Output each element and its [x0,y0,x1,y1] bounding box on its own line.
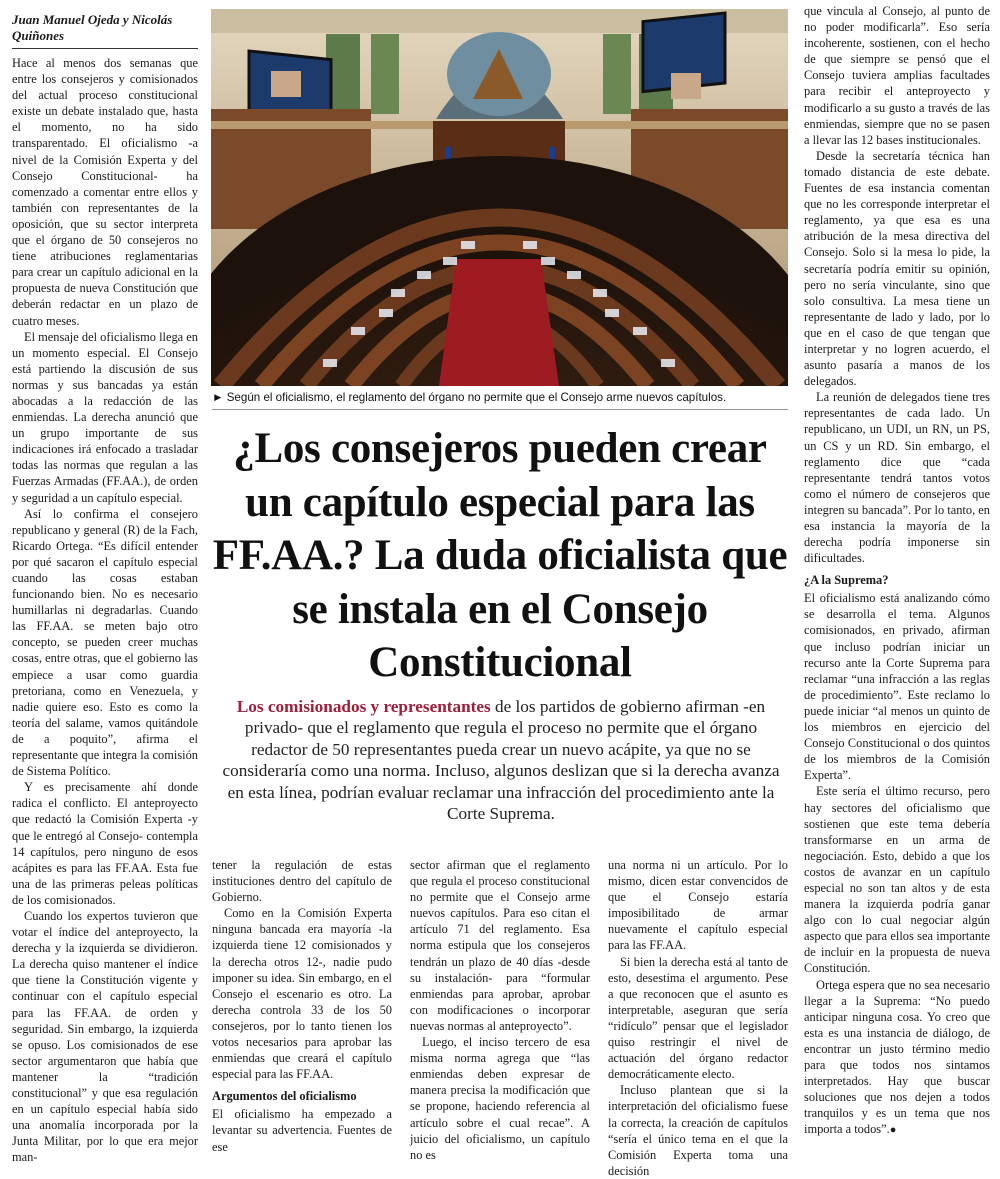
paragraph: que vincula al Consejo, al punto de no poder modificarla”. Eso sería incoherente, sostienen, con el hecho de que siempre se pensó que el Consejo tuviera amplias facultades para recibir el anteproyecto y modificarlo a su gusto a través de las enmiendas, siempre que no se pasen a llevar las 12 bases institucionales. [804,4,990,147]
paragraph-text: Ortega espera que no sea necesario llegar a la Suprema: “No puedo anticipar ninguna cosa. Yo creo que esta es una instancia de diálogo, de encontrar un justo término medio para que todos nos sintamos interpretados. Hay que buscar soluciones que nos dejen a todos tranquilos y es un tema que nos importa a todos”. [804,977,990,1137]
byline: Juan Manuel Ojeda y Nicolás Quiñones [12,12,173,43]
byline-divider [12,48,198,49]
paragraph: El oficialismo está analizando cómo se desarrolla el tema. Algunos comisionados, en privado, afirman que incluso podrían iniciar un recurso ante la Corte Suprema para reclamar “una infracción a las reglas de procedimiento”. Este reclamo lo puede iniciar “al menos un quinto de los miembros en ejercicio del Consejo Constitucional o dos quintos de los miembros de la Comisión Experta”. [804,591,990,783]
paragraph: El oficialismo ha empezado a levantar su advertencia. Fuentes de ese [212,1107,392,1154]
column-2 [212,857,392,1155]
paragraph: una norma ni un artículo. Por lo mismo, dicen estar convencidos de que el Consejo estaría imposibilitado de armar nuevamente el capítulo especial para las FF.AA. [608,858,788,953]
subheading: ¿A la Suprema? [804,573,889,588]
consejo-photo [211,9,788,386]
paragraph: tener la regulación de estas instituciones dentro del capítulo de Gobierno. [212,858,392,905]
column-4 [608,857,788,1179]
paragraph: La reunión de delegados tiene tres representantes de cada lado. Un republicano, un UDI, un RN, un PS, un CS y un RD. Sin embargo, el reglamento dice que “cada representante tendrá tantos votos como el número de consejeros que integren su bancada”. Por lo tanto, en esa instancia la mayoría de la derecha podría imponerse sin dificultades. [804,390,990,566]
lead-paragraph [218,696,784,824]
column-5 [804,3,990,1138]
paragraph: Y es precisamente ahí donde radica el conflicto. El anteproyecto que redactó la Comisión Experta -y que le entregó al Consejo- contempla 14 capítulos, pero ninguno de esos acápites es para las FF.AA. Esta fue una de las primeras peleas políticas de los comisionados. [12,780,198,907]
lead-text: de los partidos de gobierno afirman -en privado- que el reglamento que regula el proceso no permite que el órgano redactor de 50 representantes pueda crear un nuevo acápite, ya que no se consideraría como una norma. Incluso, algunos deslizan que si la derecha avanza en esta línea, podrían evaluar reclamar una infracción del procedimiento ante la Corte Suprema. [222,697,780,824]
subheading: Argumentos del oficialismo [212,1089,357,1104]
column-1 [12,55,198,1165]
paragraph: Desde la secretaría técnica han tomado distancia de este debate. Fuentes de esa instancia comentan que no les corresponde interpretar el reglamento, ya que esa es una atribución de la mesa directiva del Consejo. Solo si la mesa lo pide, la secretaría podría emitir su opinión, pero no sería vinculante, sino que solo consultiva. La mesa tiene un representante de lado y lado, por lo que en el caso de que tengan que interpretar y no logren acuerdo, el asunto pasaría a manos de los delegados. [804,148,990,389]
lead-highlight: Los comisionados y representantes [236,697,491,716]
paragraph: El mensaje del oficialismo llega en un momento especial. El Consejo está partiendo la discusión de sus normas y sus bancadas ya están abocadas a la redacción de las enmiendas. La derecha anunció que un grupo importante de sus indicaciones irá enfocado a trasladar todas las normas que regulan a las Fuerzas Armadas (FF.AA.), de orden y seguridad a un capítulo especial. [12,329,198,505]
column-3 [410,857,590,1163]
paragraph [804,977,990,1139]
paragraph: Si bien la derecha está al tanto de esto, desestima el argumento. Pese a que reconocen que el asunto es interpretable, aseguran que sería “ridículo” pensar que el legislador quiso restringir el nivel de actuación del órgano redactor democráticamente electo. [608,954,788,1082]
paragraph: Incluso plantean que si la interpretación del oficialismo fuese la correcta, la creación de capítulos “sería el único tema en el que la Comisión Experta toma una decisión [608,1083,788,1178]
paragraph: Luego, el inciso tercero de esa misma norma agrega que “las enmiendas deben expresar de manera precisa la modificación que se propone, haciendo referencia al artículo sobre el cual recae”. A juicio del oficialismo, un capítulo no es [410,1035,590,1162]
paragraph: Hace al menos dos semanas que entre los consejeros y comisionados del actual proceso constitucional existe un debate instalado que, hasta el momento, no ha sido transparentado. El oficialismo -a nivel de la Comisión Experta y del Consejo Constitucional- ha comenzado a comentar entre ellos y también con representantes de la oposición, que su sector interpreta que el órgano de 50 consejeros no tiene atribuciones reglamentarias para crear un capítulo adicional en la propuesta de nueva Constitución que deberán redactar en un plazo de cuatro meses. [12,56,198,328]
end-mark-icon: ● [889,1124,897,1137]
paragraph: Como en la Comisión Experta ninguna bancada era mayoría -la izquierda tiene 12 comisionados y la derecha otros 12-, nadie pudo imponer su idea. Sin embargo, en el Consejo el escenario es otro. La derecha controla 33 de los 50 consejeros, por lo tanto tienen los votos necesarios para aprobar las enmiendas que creará el capítulo especial para las FF.AA. [212,906,392,1082]
paragraph: sector afirman que el reglamento que regula el proceso constitucional no permite que el Consejo arme nuevos capítulos. Para eso citan el artículo 71 del reglamento. Esa norma estipula que los consejeros tendrán un plazo de 40 días -desde su instalación- para “formular enmiendas para aprobar, aprobar con modificaciones o incorporar nuevas normas al anteproyecto”. [410,858,590,1033]
headline: ¿Los consejeros pueden crear un capítulo especial para las FF.AA.? La duda oficialista que se instala en el Consejo Constitucional [212,425,788,686]
chamber-illustration [211,9,788,386]
paragraph: Este sería el último recurso, pero hay sectores del oficialismo que sostienen que este tema debería transformarse en un arma de negociación. Esto, debido a que los costos de avanzar en un capítulo especial no son tan altos y de esta manera la izquierda podría ganar algo con lo cual negociar algún aspecto que para ellos sea importante de incluir en la propuesta de nueva Constitución. [804,784,990,976]
photo-caption: ► Según el oficialismo, el reglamento del órgano no permite que el Consejo arme nuevos capítulos. [212,391,727,404]
paragraph: Así lo confirma el consejero republicano y general (R) de la Fach, Ricardo Ortega. “Es difícil entender por qué sacaron el capítulo especial cuando las cosas estaban funcionando bien. No es necesario humillarlas ni degradarlas. Cuando las FF.AA. se meten bajo otro concepto, se pueden creer muchas cosas, entre otras, que el gobierno las empiece a usar como guardia pretoriana, como en Venezuela, y nadie quiere eso. Esto es como la teoría del salame, vamos quitándole de a poquito”, afirma el representante que integra la comisión de Sistema Político. [12,506,198,779]
caption-divider [212,409,788,410]
paragraph: Cuando los expertos tuvieron que votar el índice del anteproyecto, la derecha y la izquierda se dividieron. La derecha quiso mantener el índice que tiene la Constitución vigente y continuar con el capítulo especial para las FF.AA. de orden y seguridad. Sin embargo, la izquierda se opuso. Los comisionados de ese sector argumentaron que había que mantener la “tradición constitucional” y que esa regulación en un capítulo especial había sido una anomalía incorporada por la Junta Militar, por lo que era mejor man- [12,908,198,1165]
